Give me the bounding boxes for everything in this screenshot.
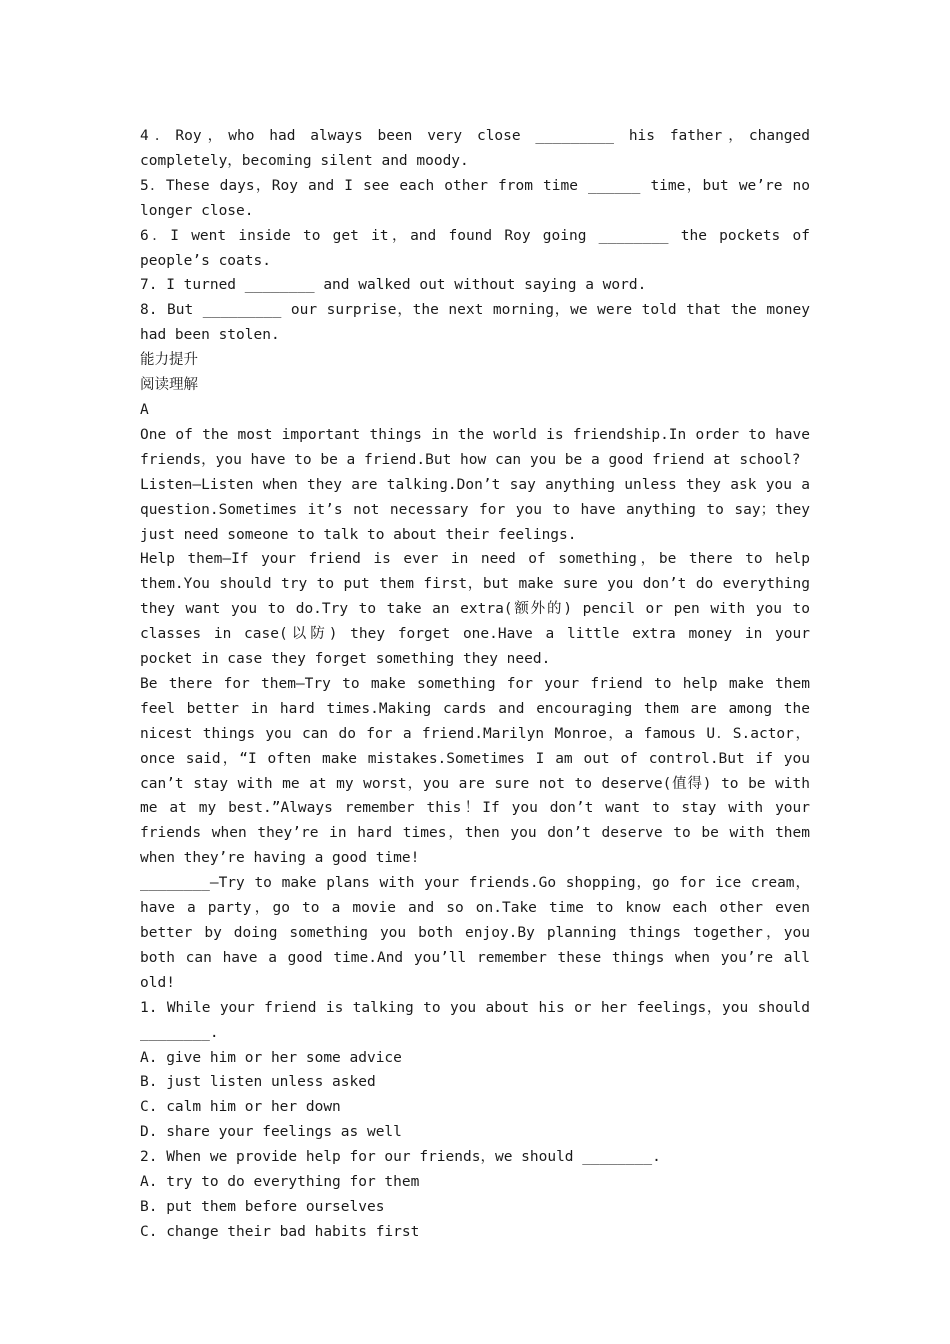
exercise-6: 6．I went inside to get it，and found Roy going ________ the pockets of people’s coats. <box>140 227 810 269</box>
passage-paragraph-plans: ________—Try to make plans with your friends.Go shopping，go for ice cream，have a party，go to a movie and so on.Take time to know each other even better by doing something you both enjoy.By planning things together，you both can have a good time.And you’ll remember these things when you’re all old! <box>140 875 810 991</box>
passage-paragraph-listen: Listen—Listen when they are talking.Don’t say anything unless they ask you a question.Sometimes it’s not necessary for you to have anything to say；they just need someone to talk to about their feelings. <box>140 476 810 543</box>
document-page <box>140 124 810 1245</box>
exercise-7: 7. I turned ________ and walked out without saying a word. <box>140 277 647 294</box>
question-1-option-b: B. just listen unless asked <box>140 1074 376 1091</box>
exercise-5: 5．These days，Roy and I see each other from time ______ time，but we’re no longer close. <box>140 177 810 219</box>
passage-label: A <box>140 401 149 418</box>
exercise-8: 8. But _________ our surprise，the next morning，we were told that the money had been stolen. <box>140 302 810 344</box>
subsection-title: 阅读理解 <box>140 377 198 394</box>
question-1-stem: 1. While your friend is talking to you about his or her feelings，you should ________. <box>140 999 810 1041</box>
question-1-option-d: D. share your feelings as well <box>140 1124 402 1141</box>
question-2-option-a: A. try to do everything for them <box>140 1174 420 1191</box>
exercise-4: 4．Roy，who had always been very close _________ his father，changed completely，becoming silent and moody. <box>140 128 810 169</box>
passage-paragraph-help: Help them—If your friend is ever in need of something，be there to help them.You should try to put them first，but make sure you don’t do everything they want you to do.Try to take an extra(额外的) pencil or pen with you to classes in case(以防) they forget one.Have a little extra money in your pocket in case they forget something they need. <box>140 551 810 668</box>
question-2-option-c: C. change their bad habits first <box>140 1223 420 1240</box>
question-1-option-c: C. calm him or her down <box>140 1099 341 1116</box>
section-title: 能力提升 <box>140 352 198 369</box>
passage-paragraph-be-there: Be there for them—Try to make something for your friend to help make them feel better in hard times.Making cards and encouraging them are among the nicest things you can do for a friend.Marilyn Monroe，a famous U．S.actor，once said，“I often make mistakes.Sometimes I am out of control.But if you can’t stay with me at my worst，you are sure not to deserve(值得) to be with me at my best.”Always remember this！If you don’t want to stay with your friends when they’re in hard times，then you don’t deserve to be with them when they’re having a good time! <box>140 675 810 867</box>
question-2-option-b: B. put them before ourselves <box>140 1198 385 1215</box>
passage-paragraph-intro: One of the most important things in the world is friendship.In order to have friends，you have to be a friend.But how can you be a good friend at school? <box>140 426 810 468</box>
question-2-stem: 2. When we provide help for our friends，we should ________. <box>140 1149 661 1166</box>
question-1-option-a: A. give him or her some advice <box>140 1049 402 1066</box>
